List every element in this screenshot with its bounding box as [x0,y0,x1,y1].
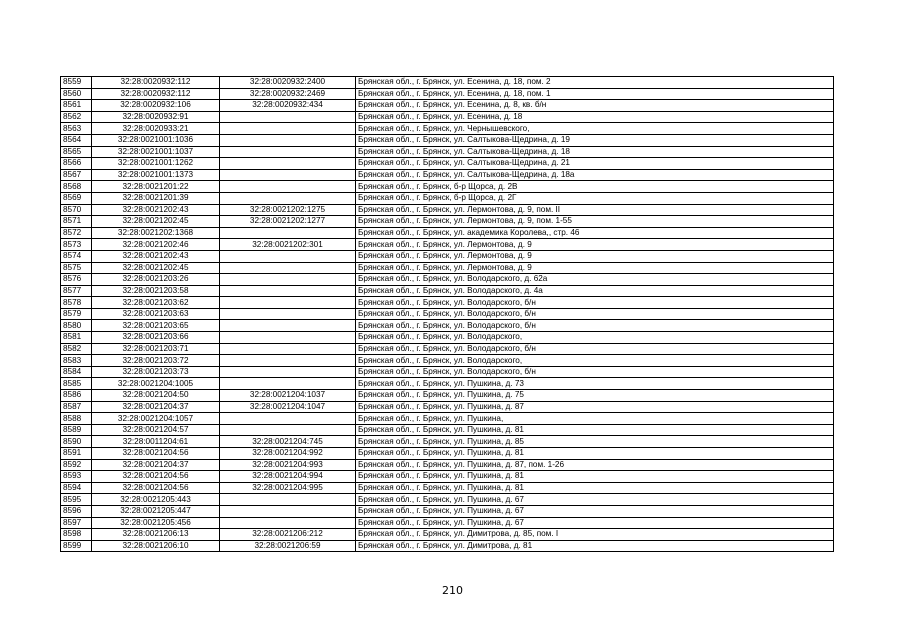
table-row [61,390,834,402]
address-cell: Брянская обл., г. Брянск, ул. Володарского, д. 4а [356,285,834,297]
cadastral-number-cell: 32:28:0021203:58 [92,285,220,297]
table-row [61,494,834,506]
parent-cadastral-number-cell [220,424,356,436]
cadastral-number-cell: 32:28:0021203:73 [92,366,220,378]
cadastral-number-cell: 32:28:0021204:37 [92,401,220,413]
table-row [61,285,834,297]
address-cell: Брянская обл., г. Брянск, ул. Пушкина, д. 87, пом. 1-26 [356,459,834,471]
row-number-cell: 8584 [61,366,92,378]
page-number: 210 [442,584,463,597]
cadastral-number-cell: 32:28:0020932:91 [92,111,220,123]
table-row [61,274,834,286]
parent-cadastral-number-cell [220,332,356,344]
table-row [61,239,834,251]
address-cell: Брянская обл., г. Брянск, ул. Салтыкова-Щедрина, д. 19 [356,134,834,146]
row-number-cell: 8568 [61,181,92,193]
cadastral-number-cell: 32:28:0021001:1037 [92,146,220,158]
cadastral-number-cell: 32:28:0021203:71 [92,343,220,355]
row-number-cell: 8576 [61,274,92,286]
parent-cadastral-number-cell [220,378,356,390]
table-row [61,169,834,181]
address-cell: Брянская обл., г. Брянск, ул. Пушкина, [356,413,834,425]
parent-cadastral-number-cell: 32:28:0020932:2400 [220,77,356,89]
table-row [61,517,834,529]
cadastral-number-cell: 32:28:0021204:57 [92,424,220,436]
cadastral-number-cell: 32:28:0021202:1368 [92,227,220,239]
row-number-cell: 8589 [61,424,92,436]
address-cell: Брянская обл., г. Брянск, ул. Чернышевского, [356,123,834,135]
address-cell: Брянская обл., г. Брянск, ул. Пушкина, д. 67 [356,494,834,506]
row-number-cell: 8579 [61,308,92,320]
address-cell: Брянская обл., г. Брянск, ул. Володарского, д. 62а [356,274,834,286]
table-row [61,88,834,100]
table-row [61,529,834,541]
address-cell: Брянская обл., г. Брянск, ул. Салтыкова-Щедрина, д. 18а [356,169,834,181]
table-row [61,227,834,239]
address-cell: Брянская обл., г. Брянск, ул. Димитрова, д. 85, пом. I [356,529,834,541]
parent-cadastral-number-cell: 32:28:0021204:995 [220,482,356,494]
table-row [61,355,834,367]
parent-cadastral-number-cell: 32:28:0020932:2469 [220,88,356,100]
address-cell: Брянская обл., г. Брянск, ул. Пушкина, д. 73 [356,378,834,390]
cadastral-number-cell: 32:28:0021202:45 [92,216,220,228]
parent-cadastral-number-cell [220,494,356,506]
address-cell: Брянская обл., г. Брянск, ул. Пушкина, д. 81 [356,448,834,460]
table-row [61,505,834,517]
parent-cadastral-number-cell [220,355,356,367]
row-number-cell: 8592 [61,459,92,471]
table-row [61,77,834,89]
row-number-cell: 8575 [61,262,92,274]
table-row [61,216,834,228]
parent-cadastral-number-cell [220,285,356,297]
row-number-cell: 8581 [61,332,92,344]
cadastral-number-cell: 32:28:0021206:10 [92,540,220,552]
cadastral-number-cell: 32:28:0021001:1036 [92,134,220,146]
row-number-cell: 8571 [61,216,92,228]
parent-cadastral-number-cell [220,343,356,355]
cadastral-number-cell: 32:28:0020933:21 [92,123,220,135]
row-number-cell: 8563 [61,123,92,135]
address-cell: Брянская обл., г. Брянск, б-р Щорса, д. 2Г [356,192,834,204]
table-row [61,123,834,135]
cadastral-number-cell: 32:28:0021205:443 [92,494,220,506]
parent-cadastral-number-cell: 32:28:0021204:745 [220,436,356,448]
address-cell: Брянская обл., г. Брянск, ул. Салтыкова-Щедрина, д. 21 [356,158,834,170]
cadastral-number-cell: 32:28:0021205:456 [92,517,220,529]
row-number-cell: 8573 [61,239,92,251]
cadastral-number-cell: 32:28:0021204:37 [92,459,220,471]
row-number-cell: 8596 [61,505,92,517]
address-cell: Брянская обл., г. Брянск, ул. Володарского, [356,332,834,344]
row-number-cell: 8587 [61,401,92,413]
parent-cadastral-number-cell: 32:28:0021202:301 [220,239,356,251]
parent-cadastral-number-cell: 32:28:0021206:212 [220,529,356,541]
row-number-cell: 8593 [61,471,92,483]
parent-cadastral-number-cell [220,134,356,146]
cadastral-number-cell: 32:28:0021202:43 [92,204,220,216]
cadastral-number-cell: 32:28:0021203:72 [92,355,220,367]
address-cell: Брянская обл., г. Брянск, ул. Володарского, б/н [356,366,834,378]
table-row [61,320,834,332]
row-number-cell: 8582 [61,343,92,355]
table-row [61,111,834,123]
row-number-cell: 8565 [61,146,92,158]
address-cell: Брянская обл., г. Брянск, ул. Есенина, д. 18, пом. 2 [356,77,834,89]
parent-cadastral-number-cell [220,413,356,425]
parent-cadastral-number-cell: 32:28:0021204:993 [220,459,356,471]
row-number-cell: 8572 [61,227,92,239]
parent-cadastral-number-cell [220,366,356,378]
table-row [61,308,834,320]
parent-cadastral-number-cell: 32:28:0021204:1047 [220,401,356,413]
table-row [61,192,834,204]
row-number-cell: 8574 [61,250,92,262]
cadastral-number-cell: 32:28:0021203:62 [92,297,220,309]
parent-cadastral-number-cell [220,262,356,274]
row-number-cell: 8590 [61,436,92,448]
table-row [61,540,834,552]
address-cell: Брянская обл., г. Брянск, ул. Пушкина, д. 67 [356,505,834,517]
registry-table [60,76,834,552]
address-cell: Брянская обл., г. Брянск, ул. Лермонтова, д. 9 [356,239,834,251]
cadastral-number-cell: 32:28:0021203:26 [92,274,220,286]
address-cell: Брянская обл., г. Брянск, ул. Володарского, б/н [356,308,834,320]
table-row [61,100,834,112]
table-row [61,471,834,483]
parent-cadastral-number-cell: 32:28:0021206:59 [220,540,356,552]
row-number-cell: 8577 [61,285,92,297]
row-number-cell: 8567 [61,169,92,181]
parent-cadastral-number-cell [220,111,356,123]
table-row [61,297,834,309]
row-number-cell: 8597 [61,517,92,529]
table-row [61,262,834,274]
cadastral-number-cell: 32:28:0021204:56 [92,482,220,494]
address-cell: Брянская обл., г. Брянск, ул. Володарского, б/н [356,297,834,309]
table-row [61,424,834,436]
row-number-cell: 8599 [61,540,92,552]
table-row [61,343,834,355]
parent-cadastral-number-cell [220,192,356,204]
row-number-cell: 8569 [61,192,92,204]
cadastral-number-cell: 32:28:0021202:46 [92,239,220,251]
address-cell: Брянская обл., г. Брянск, ул. Лермонтова, д. 9 [356,250,834,262]
parent-cadastral-number-cell [220,169,356,181]
cadastral-number-cell: 32:28:0021205:447 [92,505,220,517]
cadastral-number-cell: 32:28:0021202:43 [92,250,220,262]
table-row [61,134,834,146]
cadastral-number-cell: 32:28:0021202:45 [92,262,220,274]
row-number-cell: 8559 [61,77,92,89]
parent-cadastral-number-cell [220,297,356,309]
row-number-cell: 8591 [61,448,92,460]
parent-cadastral-number-cell: 32:28:0021204:994 [220,471,356,483]
parent-cadastral-number-cell [220,146,356,158]
address-cell: Брянская обл., г. Брянск, ул. Пушкина, д. 67 [356,517,834,529]
table-row [61,204,834,216]
address-cell: Брянская обл., г. Брянск, ул. Пушкина, д. 81 [356,482,834,494]
parent-cadastral-number-cell: 32:28:0021204:1037 [220,390,356,402]
registry-table-body [61,77,834,552]
parent-cadastral-number-cell [220,308,356,320]
cadastral-number-cell: 32:28:0021204:56 [92,471,220,483]
table-row [61,459,834,471]
address-cell: Брянская обл., г. Брянск, ул. Володарского, б/н [356,343,834,355]
address-cell: Брянская обл., г. Брянск, ул. Пушкина, д. 81 [356,424,834,436]
cadastral-number-cell: 32:28:0021001:1262 [92,158,220,170]
cadastral-number-cell: 32:28:0021201:22 [92,181,220,193]
parent-cadastral-number-cell [220,320,356,332]
table-row [61,158,834,170]
cadastral-number-cell: 32:28:0021204:1005 [92,378,220,390]
address-cell: Брянская обл., г. Брянск, ул. академика Королева,, стр. 46 [356,227,834,239]
table-row [61,401,834,413]
address-cell: Брянская обл., г. Брянск, ул. Есенина, д. 8, кв. б/н [356,100,834,112]
address-cell: Брянская обл., г. Брянск, ул. Пушкина, д. 87 [356,401,834,413]
parent-cadastral-number-cell [220,181,356,193]
parent-cadastral-number-cell: 32:28:0020932:434 [220,100,356,112]
table-row [61,332,834,344]
table-row [61,146,834,158]
row-number-cell: 8594 [61,482,92,494]
address-cell: Брянская обл., г. Брянск, ул. Пушкина, д. 85 [356,436,834,448]
row-number-cell: 8583 [61,355,92,367]
row-number-cell: 8586 [61,390,92,402]
parent-cadastral-number-cell [220,158,356,170]
address-cell: Брянская обл., г. Брянск, ул. Димитрова, д. 81 [356,540,834,552]
table-row [61,482,834,494]
row-number-cell: 8566 [61,158,92,170]
address-cell: Брянская обл., г. Брянск, ул. Пушкина, д. 81 [356,471,834,483]
address-cell: Брянская обл., г. Брянск, ул. Есенина, д. 18 [356,111,834,123]
address-cell: Брянская обл., г. Брянск, ул. Салтыкова-Щедрина, д. 18 [356,146,834,158]
row-number-cell: 8564 [61,134,92,146]
address-cell: Брянская обл., г. Брянск, ул. Пушкина, д. 75 [356,390,834,402]
table-row [61,413,834,425]
cadastral-number-cell: 32:28:0021204:1057 [92,413,220,425]
table-row [61,366,834,378]
parent-cadastral-number-cell [220,517,356,529]
cadastral-number-cell: 32:28:0021203:65 [92,320,220,332]
cadastral-number-cell: 32:28:0021206:13 [92,529,220,541]
parent-cadastral-number-cell [220,274,356,286]
parent-cadastral-number-cell [220,227,356,239]
cadastral-number-cell: 32:28:0021204:50 [92,390,220,402]
cadastral-number-cell: 32:28:0020932:106 [92,100,220,112]
parent-cadastral-number-cell: 32:28:0021202:1277 [220,216,356,228]
address-cell: Брянская обл., г. Брянск, ул. Володарского, б/н [356,320,834,332]
row-number-cell: 8570 [61,204,92,216]
parent-cadastral-number-cell [220,505,356,517]
row-number-cell: 8561 [61,100,92,112]
row-number-cell: 8598 [61,529,92,541]
row-number-cell: 8562 [61,111,92,123]
cadastral-number-cell: 32:28:0020932:112 [92,77,220,89]
row-number-cell: 8588 [61,413,92,425]
parent-cadastral-number-cell: 32:28:0021202:1275 [220,204,356,216]
table-row [61,378,834,390]
parent-cadastral-number-cell: 32:28:0021204:992 [220,448,356,460]
address-cell: Брянская обл., г. Брянск, ул. Володарского, [356,355,834,367]
table-row [61,181,834,193]
row-number-cell: 8585 [61,378,92,390]
parent-cadastral-number-cell [220,250,356,262]
table-row [61,250,834,262]
parent-cadastral-number-cell [220,123,356,135]
cadastral-number-cell: 32:28:0021201:39 [92,192,220,204]
table-row [61,436,834,448]
address-cell: Брянская обл., г. Брянск, ул. Лермонтова, д. 9, пом. II [356,204,834,216]
cadastral-number-cell: 32:28:0020932:112 [92,88,220,100]
cadastral-number-cell: 32:28:0021203:63 [92,308,220,320]
cadastral-number-cell: 32:28:0021204:56 [92,448,220,460]
row-number-cell: 8560 [61,88,92,100]
row-number-cell: 8580 [61,320,92,332]
cadastral-number-cell: 32:28:0011204:61 [92,436,220,448]
address-cell: Брянская обл., г. Брянск, б-р Щорса, д. 2В [356,181,834,193]
address-cell: Брянская обл., г. Брянск, ул. Есенина, д. 18, пом. 1 [356,88,834,100]
row-number-cell: 8578 [61,297,92,309]
address-cell: Брянская обл., г. Брянск, ул. Лермонтова, д. 9, пом. 1-55 [356,216,834,228]
row-number-cell: 8595 [61,494,92,506]
address-cell: Брянская обл., г. Брянск, ул. Лермонтова, д. 9 [356,262,834,274]
cadastral-number-cell: 32:28:0021203:66 [92,332,220,344]
cadastral-number-cell: 32:28:0021001:1373 [92,169,220,181]
table-row [61,448,834,460]
